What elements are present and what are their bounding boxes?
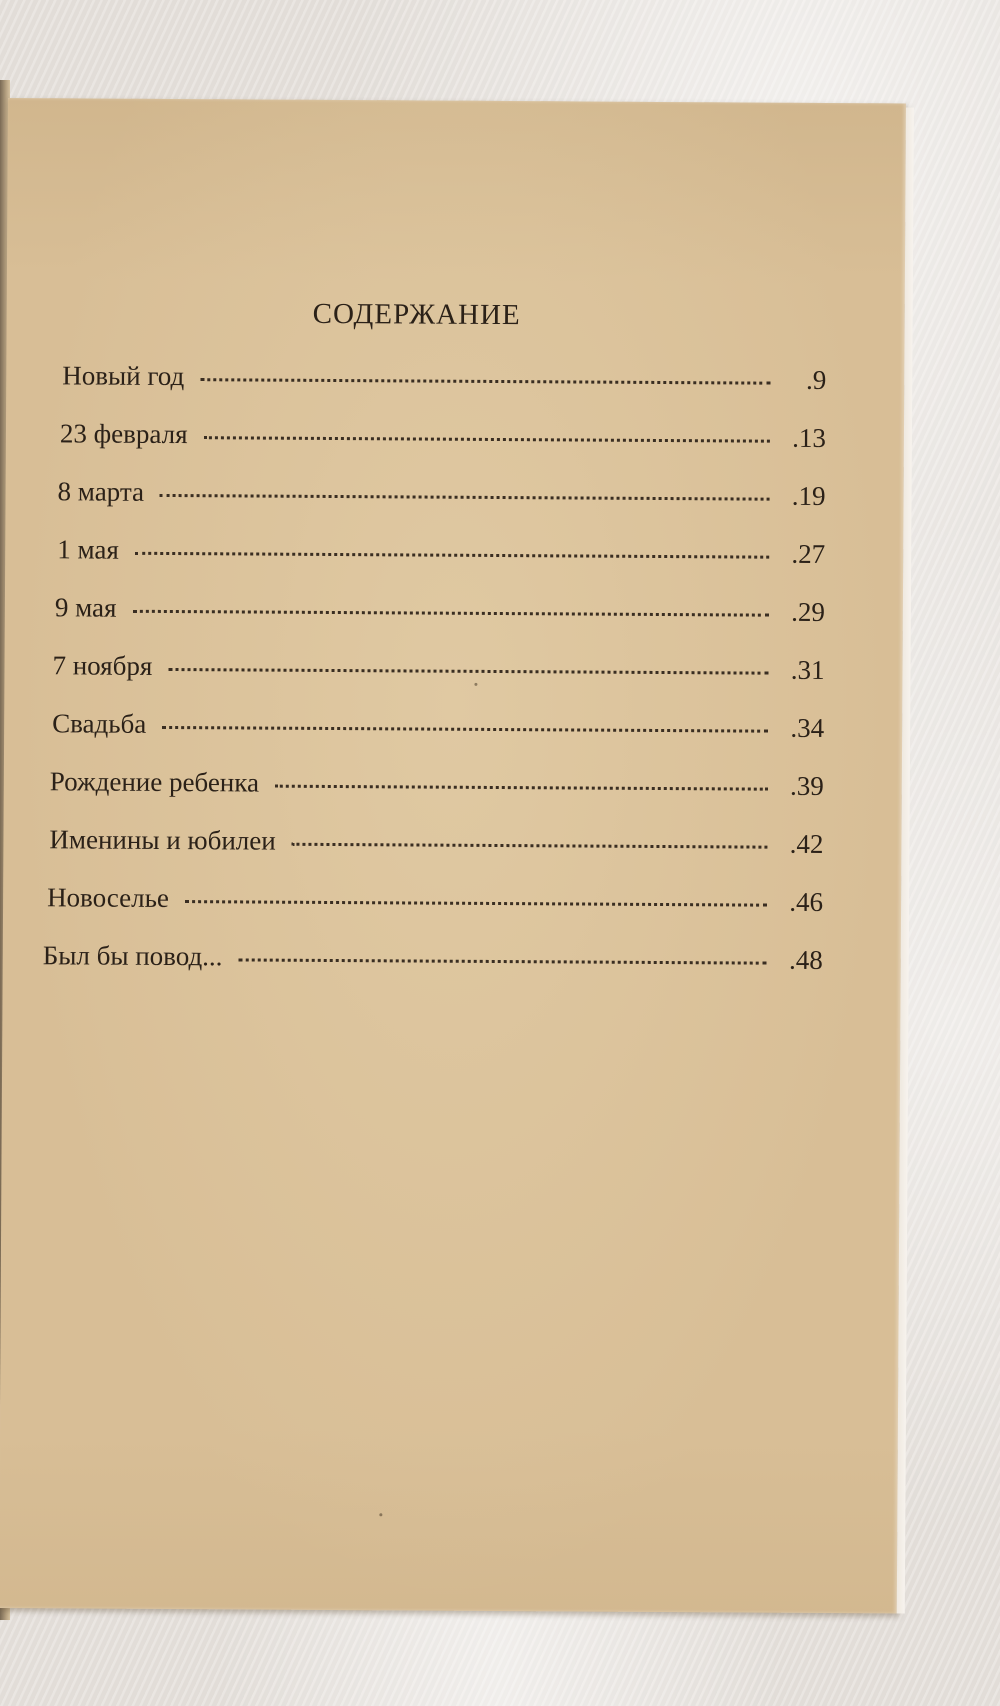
toc-entry-title: Был бы повод...	[42, 940, 223, 972]
toc-leader-dots	[135, 552, 769, 559]
toc-entry-title: 9 мая	[54, 592, 117, 623]
toc-entry-page: .42	[789, 828, 824, 859]
toc-entry-may-9	[45, 592, 825, 655]
toc-leader-dots	[275, 785, 768, 791]
toc-entry-nov-7	[44, 650, 824, 713]
toc-entry-housewarming	[43, 882, 823, 945]
toc-leader-dots	[185, 900, 767, 907]
toc-entry-page: .9	[805, 364, 827, 396]
toc-leader-dots	[292, 843, 768, 849]
toc-entry-title: 8 марта	[57, 476, 145, 507]
toc-leader-dots	[204, 436, 770, 442]
toc-entry-title: Именины и юбилеи	[49, 824, 276, 856]
toc-heading: СОДЕРЖАНИЕ	[312, 297, 521, 332]
toc-entry-title: Новоселье	[47, 882, 170, 913]
toc-entry-title: Рождение ребенка	[49, 766, 260, 798]
toc-entry-wedding	[44, 708, 824, 771]
page-edge	[897, 107, 914, 1613]
toc-entry-page: .13	[792, 422, 827, 454]
paper-speck	[379, 1513, 382, 1516]
toc-entry-page: .48	[788, 944, 823, 975]
toc-entry-name-days	[43, 824, 823, 887]
toc-leader-dots	[200, 378, 770, 384]
toc-entry-march-8	[45, 476, 825, 539]
table-of-contents	[43, 360, 827, 1003]
toc-entry-title: Свадьба	[52, 708, 147, 739]
toc-entry-page: .27	[791, 538, 826, 570]
toc-entry-any-occasion	[43, 940, 823, 1003]
toc-entry-feb-23	[46, 418, 826, 481]
toc-leader-dots	[160, 494, 770, 501]
toc-entry-page: .29	[791, 596, 825, 627]
toc-entry-title: 7 ноября	[52, 650, 153, 681]
toc-entry-new-year	[46, 360, 826, 423]
toc-leader-dots	[238, 958, 766, 964]
toc-leader-dots	[132, 610, 768, 617]
toc-entry-title: 1 мая	[57, 534, 119, 565]
toc-entry-page: .34	[790, 712, 825, 743]
toc-leader-dots	[162, 726, 768, 733]
book-page	[0, 98, 906, 1613]
toc-entry-childbirth	[44, 766, 824, 829]
toc-entry-page: .31	[790, 654, 825, 685]
toc-entry-page: .19	[791, 480, 826, 512]
toc-entry-page: .46	[789, 886, 824, 917]
toc-leader-dots	[168, 668, 768, 675]
paper-speck	[474, 683, 477, 686]
toc-entry-may-1	[45, 534, 825, 597]
toc-entry-title: 23 февраля	[59, 418, 188, 450]
toc-entry-title: Новый год	[62, 360, 185, 392]
toc-entry-page: .39	[789, 770, 824, 801]
